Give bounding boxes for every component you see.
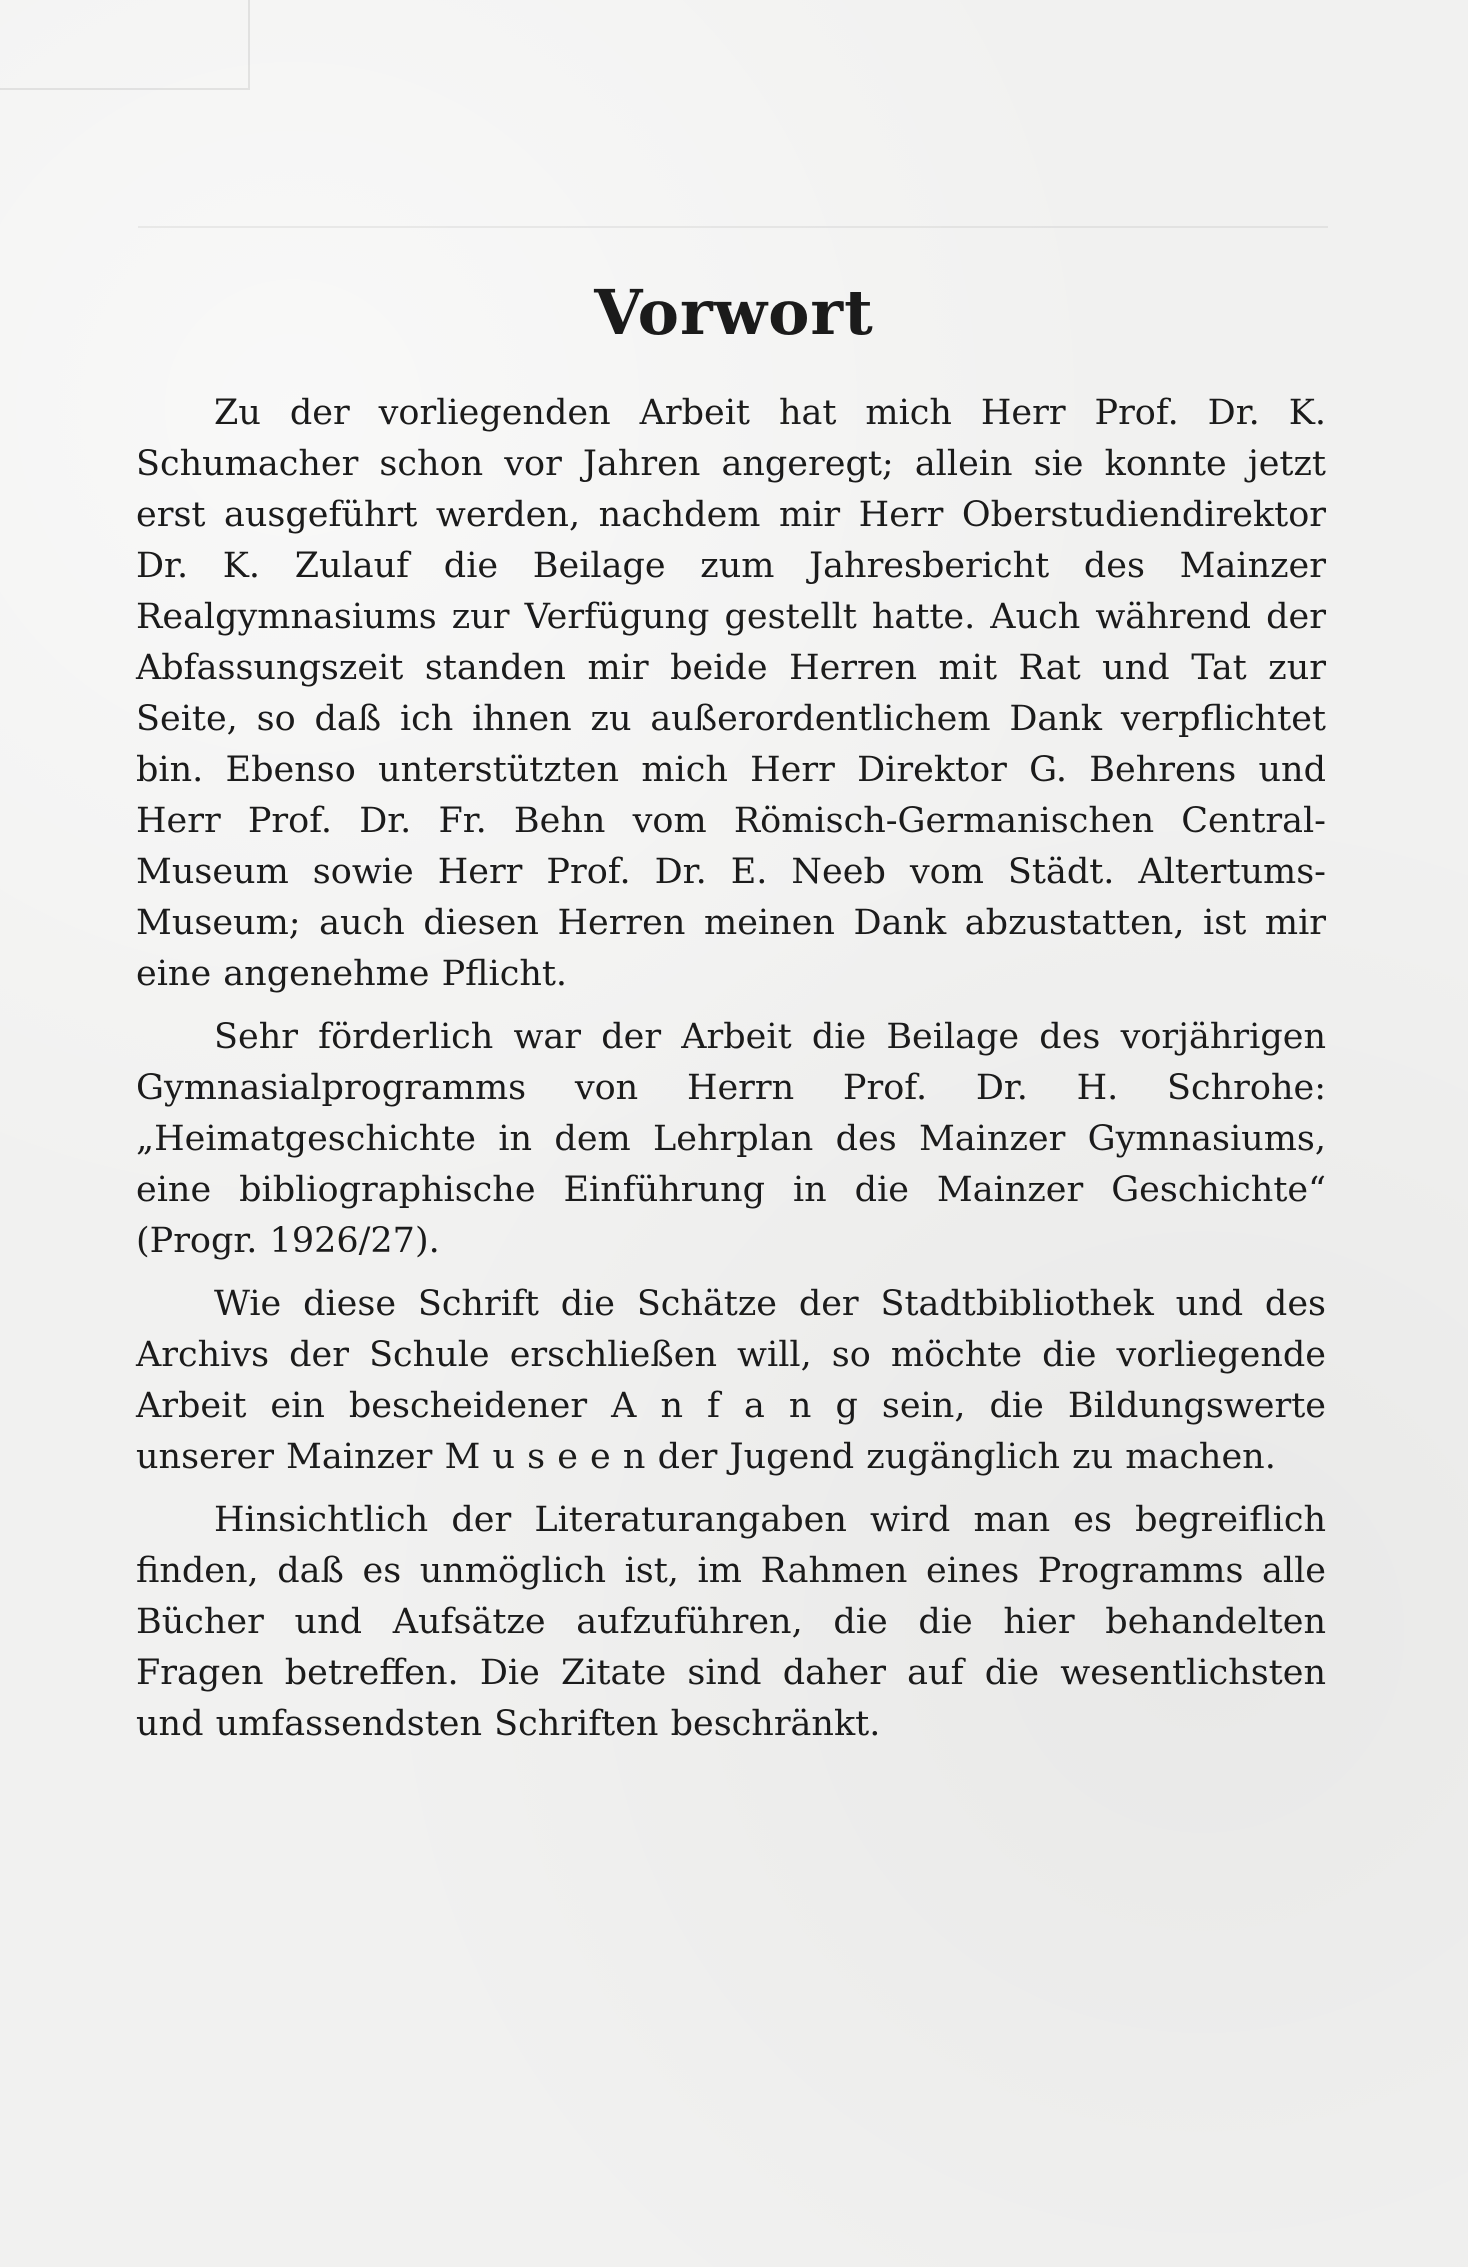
paragraph-2: Sehr förderlich war der Arbeit die Beilage des vorjährigen Gymnasialprogramms von Herrn Prof. Dr. H. Schrohe: „Heimatgeschichte in dem Lehrplan des Mainzer Gymnasiums, eine bibliographische Einführung in die Mainzer Geschichte“ (Progr. 1926/27). <box>136 1017 1326 1261</box>
faint-corner-mark <box>0 0 250 90</box>
paragraph-1: Zu der vorliegenden Arbeit hat mich Herr Prof. Dr. K. Schumacher schon vor Jahren angeregt; allein sie konnte jetzt erst ausgeführt werden, nachdem mir Herr Oberstudiendirektor Dr. K. Zulauf die Beilage zum Jahresbericht des Mainzer Realgymnasiums zur Verfügung gestellt hatte. Auch während der Abfassungszeit standen mir beide Herren mit Rat und Tat zur Seite, so daß ich ihnen zu außerordentlichem Dank verpflichtet bin. Ebenso unterstützten mich Herr Direktor G. Behrens und Herr Prof. Dr. Fr. Behn vom Römisch-Germanischen Central-Museum sowie Herr Prof. Dr. E. Neeb vom Städt. Altertums-Museum; auch diesen Herren meinen Dank abzustatten, ist mir eine angenehme Pflicht. <box>136 393 1326 994</box>
faint-rule <box>138 226 1328 228</box>
body-text <box>136 388 1326 1760</box>
paragraph-3: Wie diese Schrift die Schätze der Stadtbibliothek und des Archivs der Schule erschließen will, so möchte die vorliegende Arbeit ein bescheidener A n f a n g sein, die Bildungswerte unserer Mainzer M u s e e n der Jugend zugänglich zu machen. <box>136 1284 1326 1477</box>
page-title: Vorwort <box>594 276 874 349</box>
paragraph-4: Hinsichtlich der Literaturangaben wird man es begreiflich finden, daß es unmöglich ist, im Rahmen eines Programms alle Bücher und Aufsätze aufzuführen, die die hier behandelten Fragen betreffen. Die Zitate sind daher auf die wesentlichsten und umfassendsten Schriften beschränkt. <box>136 1500 1326 1744</box>
